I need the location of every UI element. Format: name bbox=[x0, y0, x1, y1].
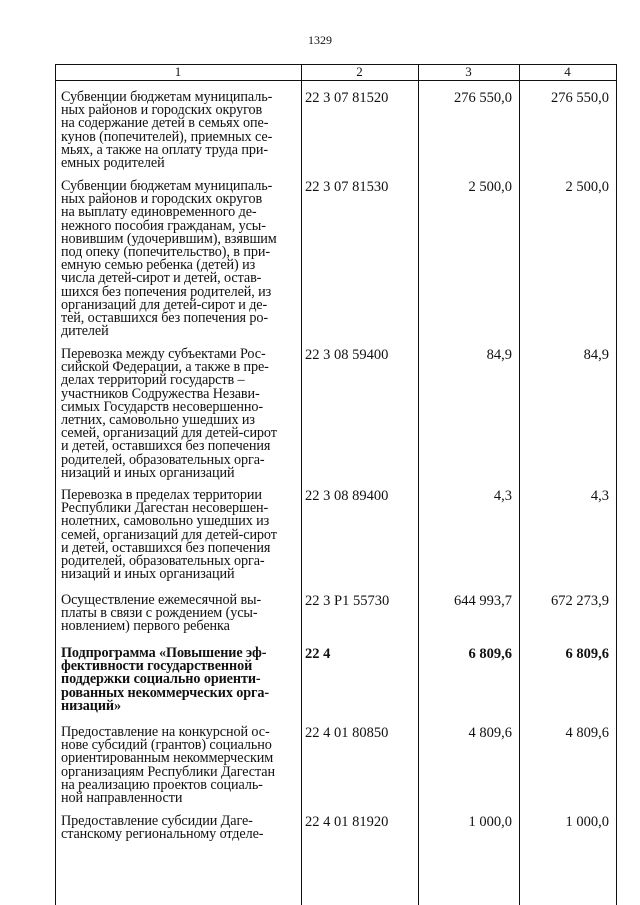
column-divider-1 bbox=[301, 64, 302, 905]
column-divider-3 bbox=[519, 64, 520, 905]
row-value-col3: 276 550,0 bbox=[454, 90, 512, 106]
row-value-col4: 4 809,6 bbox=[565, 725, 609, 741]
table-border-left bbox=[55, 64, 56, 905]
row-value-col4: 672 273,9 bbox=[551, 593, 609, 609]
column-header-3: 3 bbox=[465, 64, 472, 79]
row-value-col3: 84,9 bbox=[486, 347, 512, 363]
row-value-col3: 6 809,6 bbox=[468, 646, 512, 662]
row-code: 22 4 01 80850 bbox=[305, 725, 389, 741]
row-name: Субвенции бюджетам муниципаль- ных районов и городских округов на выплату единовременного де- нежного пособия гражданам, усы- новившим (удочерившим), взявшим под опеку (попечительство), в при- емную семью ребенка (детей) из числа детей-сирот и детей, остав- шихся без попечения родителей, из организаций для детей-сирот и де- тей, оставшихся без попечения ро- дителей bbox=[61, 178, 277, 340]
row-value-col3: 4,3 bbox=[493, 488, 512, 504]
row-value-col3: 644 993,7 bbox=[454, 593, 512, 609]
row-code: 22 3 07 81520 bbox=[305, 90, 389, 106]
column-header-1: 1 bbox=[174, 64, 182, 79]
column-header-4: 4 bbox=[564, 64, 571, 79]
row-name: Перевозка между субъектами Рос- сийской Федерации, а также в пре- делах территорий государств – участников Содружества Незави- симых Государств несовершенно- летних, самовольно ушедших из семей, организаций для детей-сирот и детей, оставшихся без попечения родителей, образовательных орга- низаций и иных организаций bbox=[61, 346, 277, 481]
page-number: 1329 bbox=[308, 33, 332, 47]
row-value-col4: 1 000,0 bbox=[565, 814, 609, 830]
row-value-col4: 84,9 bbox=[583, 347, 609, 363]
row-name: Субвенции бюджетам муниципаль- ных районов и городских округов на содержание детей в семьях опе- кунов (попечителей), приемных се- мьях, а также на оплату труда при- емных родителей bbox=[61, 89, 273, 172]
row-name: Осуществление ежемесячной вы- платы в связи с рождением (усы- новлением) первого ребенка bbox=[61, 592, 262, 635]
row-value-col3: 4 809,6 bbox=[468, 725, 512, 741]
table-border-right bbox=[616, 64, 617, 905]
row-value-col3: 2 500,0 bbox=[468, 179, 512, 195]
row-name: Предоставление на конкурсной ос- нове субсидий (грантов) социально ориентированным некоммерческим организациям Республики Дагестан на реализацию проектов социаль- ной направленности bbox=[61, 724, 275, 807]
row-code: 22 3 07 81530 bbox=[305, 179, 389, 195]
row-value-col4: 276 550,0 bbox=[551, 90, 609, 106]
row-code: 22 3 08 59400 bbox=[305, 347, 389, 363]
row-name: Перевозка в пределах территории Республики Дагестан несовершен- нолетних, самовольно ушедших из семей, организаций для детей-сирот и детей, оставшихся без попечения родителей, образовательных орга- низаций и иных организаций bbox=[61, 487, 277, 583]
row-value-col3: 1 000,0 bbox=[468, 814, 512, 830]
table-header-bottom-rule bbox=[55, 80, 616, 81]
row-name: Предоставление субсидии Даге- станскому региональному отделе- bbox=[61, 813, 264, 843]
row-code: 22 3 08 89400 bbox=[305, 488, 389, 504]
row-value-col4: 6 809,6 bbox=[565, 646, 609, 662]
column-divider-2 bbox=[418, 64, 419, 905]
row-value-col4: 2 500,0 bbox=[565, 179, 609, 195]
row-code: 22 4 01 81920 bbox=[305, 814, 389, 830]
row-code: 22 4 bbox=[305, 646, 331, 662]
column-header-2: 2 bbox=[356, 64, 363, 79]
row-code: 22 3 P1 55730 bbox=[305, 593, 390, 609]
row-name: Подпрограмма «Повышение эф- фективности государственной поддержки социально ориенти- рованных некоммерческих орга- низаций» bbox=[61, 645, 269, 714]
row-value-col4: 4,3 bbox=[590, 488, 609, 504]
